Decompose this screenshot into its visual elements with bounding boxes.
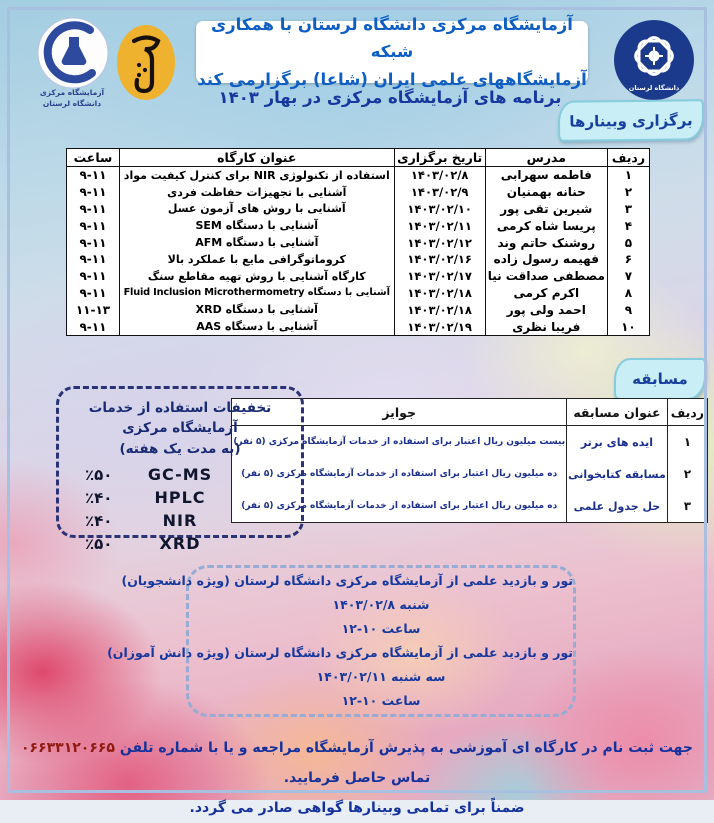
webinar-row: ۹ [607, 301, 649, 318]
webinars-header-row-number: ردیف [607, 149, 649, 167]
webinar-instructor: احمد ولی پور [485, 301, 607, 318]
webinar-date: ۱۴۰۳/۰۲/۱۲ [394, 234, 485, 251]
webinar-time: ۹-۱۱ [67, 251, 120, 268]
webinar-title: آشنایی با دستگاه Fluid Inclusion Microthermometry [119, 285, 394, 302]
webinars-table [66, 148, 650, 336]
webinar-date: ۱۴۰۳/۰۲/۱۶ [394, 251, 485, 268]
contest-header-prize: جوایز [232, 399, 567, 426]
webinar-instructor: مصطفی صداقت نیا [485, 268, 607, 285]
webinar-title: آشنایی با دستگاه XRD [119, 301, 394, 318]
tour-1-title: تور و بازدید علمی از آزمایشگاه مرکزی دانشگاه لرستان (ویژه دانشجویان) [121, 573, 573, 588]
contest-prize: ده میلیون ریال اعتبار برای استفاده از خدمات آزمایشگاه مرکزی (۵ نفر) [232, 458, 567, 490]
webinar-date: ۱۴۰۳/۰۲/۱۸ [394, 301, 485, 318]
webinar-date: ۱۴۰۳/۰۲/۱۹ [394, 318, 485, 335]
tours-box [107, 565, 576, 717]
webinar-row [67, 217, 650, 234]
contest-header-row-number: ردیف [667, 399, 707, 426]
webinars-header-time: ساعت [67, 149, 120, 167]
tour-2-time: ساعت ۱۰-۱۲ [341, 693, 421, 708]
webinar-row: ۶ [607, 251, 649, 268]
webinar-row: ۷ [607, 268, 649, 285]
tour-2-title: تور و بازدید علمی از آزمایشگاه مرکزی دانشگاه لرستان (ویژه دانش آموزان) [107, 645, 573, 660]
webinar-time: ۹-۱۱ [67, 201, 120, 218]
central-lab-logo-caption [18, 88, 126, 110]
contest-title: حل جدول علمی [567, 490, 668, 523]
webinars-header-instructor: مدرس [485, 149, 607, 167]
webinar-row: ۱ [607, 167, 649, 184]
central-lab-logo-icon [30, 17, 116, 89]
contest-header-title: عنوان مسابقه [567, 399, 668, 426]
webinar-row: ۱۰ [607, 318, 649, 335]
webinar-instructor: روشنک حاتم وند [485, 234, 607, 251]
poster-title [196, 15, 588, 89]
webinar-title: آشنایی با تجهیزات حفاظت فردی [119, 184, 394, 201]
webinar-date: ۱۴۰۳/۰۲/۸ [394, 167, 485, 184]
webinar-title: استفاده از تکنولوژی NIR برای کنترل کیفیت مواد [119, 167, 394, 184]
webinar-instructor: فریبا نظری [485, 318, 607, 335]
contest-title: ایده های برتر [567, 426, 668, 459]
discount-equipment-name: XRD [159, 533, 201, 553]
discount-percent: ٪۴۰ [85, 511, 113, 530]
webinars-header-title: عنوان کارگاه [119, 149, 394, 167]
footer-registration-text: جهت ثبت نام در کارگاه ای آموزشی به پذیرش آزمایشگاه مراجعه و یا با شماره تلفن [114, 740, 694, 756]
webinar-time: ۹-۱۱ [67, 285, 120, 302]
tour-2-date: سه شنبه ۱۴۰۳/۰۲/۱۱ [316, 669, 446, 684]
contest-prize: ده میلیون ریال اعتبار برای استفاده از خدمات آزمایشگاه مرکزی (۵ نفر) [232, 490, 567, 523]
webinar-time: ۹-۱۱ [67, 234, 120, 251]
title-line-1: آزمایشگاه مرکزی دانشگاه لرستان با همکاری شبکه [211, 15, 573, 62]
discount-equipment-name: HPLC [154, 487, 206, 507]
webinar-row [67, 285, 650, 302]
discounts-list [59, 465, 301, 557]
webinar-row: ۳ [607, 201, 649, 218]
webinar-time: ۱۱-۱۳ [67, 301, 120, 318]
webinar-row [67, 251, 650, 268]
discount-row [59, 511, 301, 534]
webinar-title: آشنایی با دستگاه AFM [119, 234, 394, 251]
lab-caption-line-2: دانشگاه لرستان [42, 98, 102, 108]
webinar-row [67, 184, 650, 201]
contest-row: ۳ [667, 490, 707, 523]
webinar-row [67, 201, 650, 218]
contest-title: مسابقه کتابخوانی [567, 458, 668, 490]
university-logo-caption: دانشگاه لرستان [628, 84, 680, 92]
contest-prize: بیست میلیون ریال اعتبار برای استفاده از خدمات آزمایشگاه مرکزی (۵ نفر) [232, 426, 567, 459]
webinar-instructor: فاطمه سهرابی [485, 167, 607, 184]
webinar-instructor: فهیمه رسول زاده [485, 251, 607, 268]
webinar-date: ۱۴۰۳/۰۲/۱۰ [394, 201, 485, 218]
discounts-title-line-1: تخفیفات استفاده از خدمات آزمایشگاه مرکزی [88, 400, 272, 437]
webinar-row: ۸ [607, 285, 649, 302]
webinar-instructor: اکرم کرمی [485, 285, 607, 302]
webinar-row [67, 268, 650, 285]
discount-percent: ٪۵۰ [85, 465, 113, 484]
webinar-date: ۱۴۰۳/۰۲/۱۱ [394, 217, 485, 234]
discounts-box [56, 386, 304, 553]
webinar-time: ۹-۱۱ [67, 217, 120, 234]
footer-note [18, 733, 696, 823]
webinar-title: کروماتوگرافی مایع با عملکرد بالا [119, 251, 394, 268]
webinars-section-badge: برگزاری وبینارها [558, 99, 704, 142]
webinar-instructor: حنانه بهمنیان [485, 184, 607, 201]
discount-percent: ٪۴۰ [85, 488, 113, 507]
webinar-row: ۴ [607, 217, 649, 234]
webinar-time: ۹-۱۱ [67, 318, 120, 335]
contest-row: ۲ [667, 458, 707, 490]
webinars-header-date: تاریخ برگزاری [394, 149, 485, 167]
webinar-time: ۹-۱۱ [67, 268, 120, 285]
webinar-row: ۵ [607, 234, 649, 251]
discount-equipment-name: NIR [162, 510, 198, 530]
webinar-title: آشنایی با روش های آزمون عسل [119, 201, 394, 218]
discount-row [59, 465, 301, 488]
title-line-2: آزمایشگاههای علمی ایران (شاعا) برگزارمی کند [197, 69, 587, 89]
webinar-time: ۹-۱۱ [67, 167, 120, 184]
footer-line-1 [18, 733, 696, 793]
footer-contact-text: تماس حاصل فرمایید. [283, 770, 431, 786]
contest-section-badge: مسابقه [614, 358, 706, 400]
webinar-instructor: پریسا شاه کرمی [485, 217, 607, 234]
webinar-date: ۱۴۰۳/۰۲/۱۷ [394, 268, 485, 285]
webinars-header-row [67, 149, 650, 167]
webinar-title: کارگاه آشنایی با روش تهیه مقاطع سنگ [119, 268, 394, 285]
webinar-title: آشنایی با دستگاه SEM [119, 217, 394, 234]
discount-row [59, 534, 301, 557]
phone-number: ۰۶۶۳۳۱۲۰۶۶۵ [20, 740, 115, 756]
tour-1-date: شنبه ۱۴۰۳/۰۲/۸ [332, 597, 430, 612]
webinar-row [67, 301, 650, 318]
discounts-title [65, 398, 295, 459]
footer-line-2: ضمناً برای تمامی وبینارها گواهی صادر می گردد. [189, 800, 525, 816]
webinar-date: ۱۴۰۳/۰۲/۱۸ [394, 285, 485, 302]
webinar-row [67, 167, 650, 184]
webinar-time: ۹-۱۱ [67, 184, 120, 201]
tour-1-time: ساعت ۱۰-۱۲ [341, 621, 421, 636]
discount-equipment-name: GC-MS [147, 464, 213, 484]
webinar-row [67, 234, 650, 251]
discount-row [59, 488, 301, 511]
webinar-title: آشنایی با دستگاه AAS [119, 318, 394, 335]
lab-caption-line-1: آزمایشگاه مرکزی [39, 88, 105, 97]
discount-percent: ٪۵۰ [85, 534, 113, 553]
webinar-row: ۲ [607, 184, 649, 201]
webinar-date: ۱۴۰۳/۰۲/۹ [394, 184, 485, 201]
shaa-network-logo-icon [117, 25, 175, 100]
webinar-row [67, 318, 650, 335]
poster-subtitle: برنامه های آزمایشگاه مرکزی در بهار ۱۴۰۳ [218, 88, 562, 107]
webinar-instructor: شیرین تقی پور [485, 201, 607, 218]
contest-row: ۱ [667, 426, 707, 459]
discounts-title-line-2: (به مدت یک هفته) [119, 440, 241, 457]
